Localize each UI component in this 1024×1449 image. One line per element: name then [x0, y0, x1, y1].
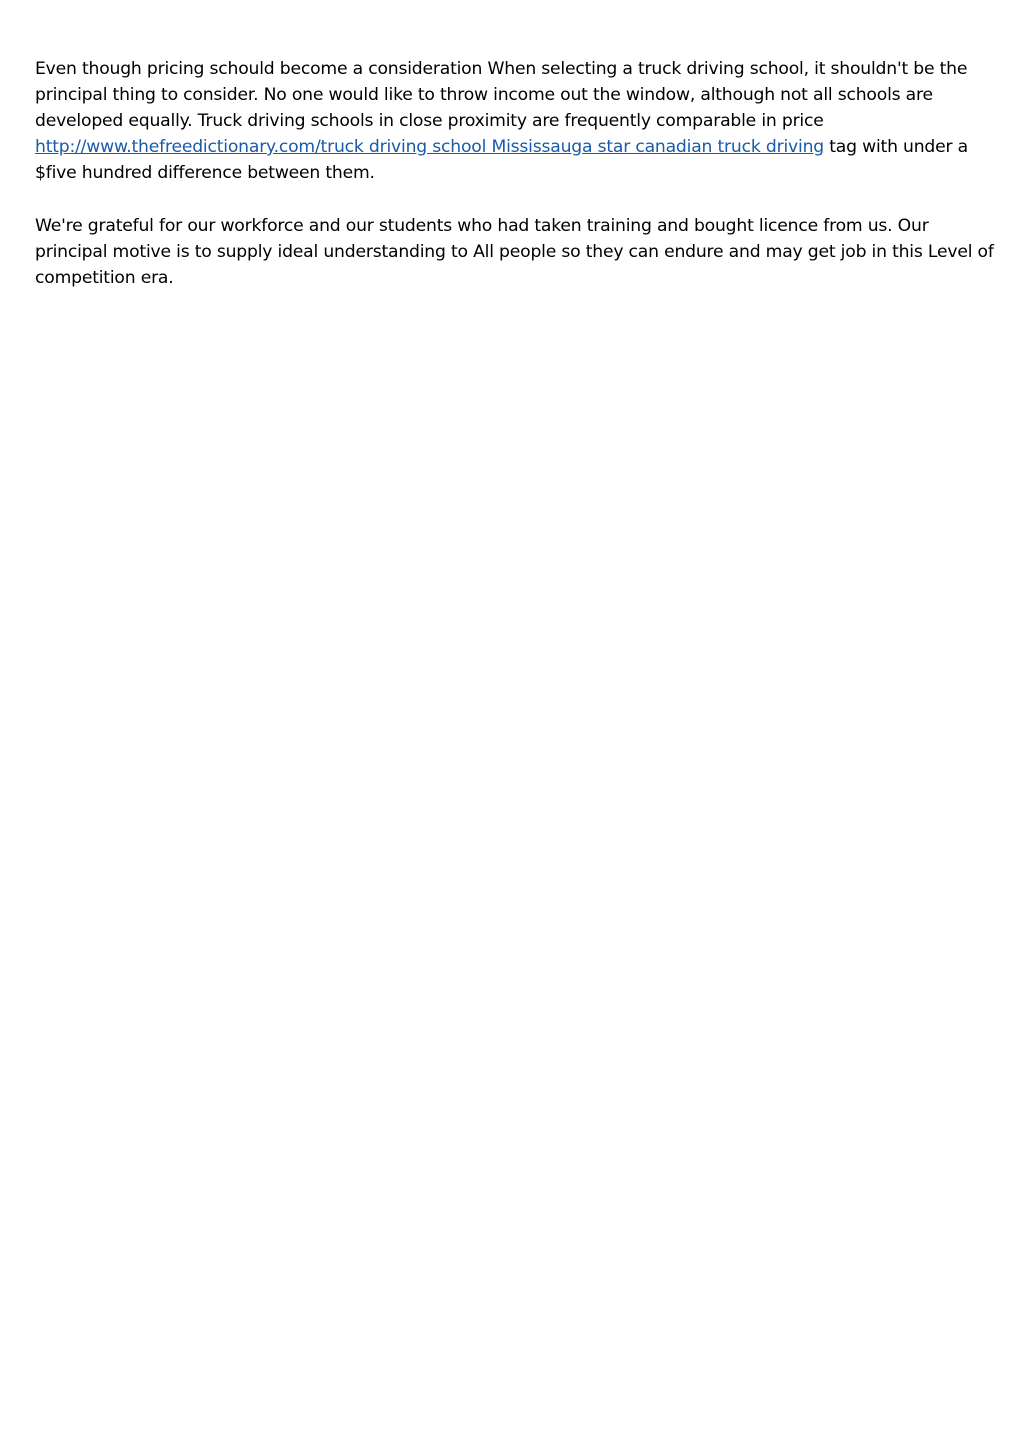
paragraph-gratitude: We're grateful for our workforce and our students who had taken training and bought licence from us. Our principal motive is to supply ideal understanding to All people so they can endure and may get job in this Level of competition era. [35, 216, 994, 288]
dictionary-link[interactable]: http://www.thefreedictionary.com/truck driving school Mississauga star canadian truck driving [35, 137, 824, 157]
document-body [35, 56, 1000, 318]
paragraph-pricing-text-before: Even though pricing schould become a consideration When selecting a truck driving school, it shouldn't be the principal thing to consider. No one would like to throw income out the window, although not all schools are developed equally. Truck driving schools in close proximity are frequently comparable in price [35, 59, 968, 131]
paragraph-pricing [35, 56, 1000, 186]
paragraph-pricing-text-after: tag with under a $five hundred difference between them. [35, 137, 968, 183]
